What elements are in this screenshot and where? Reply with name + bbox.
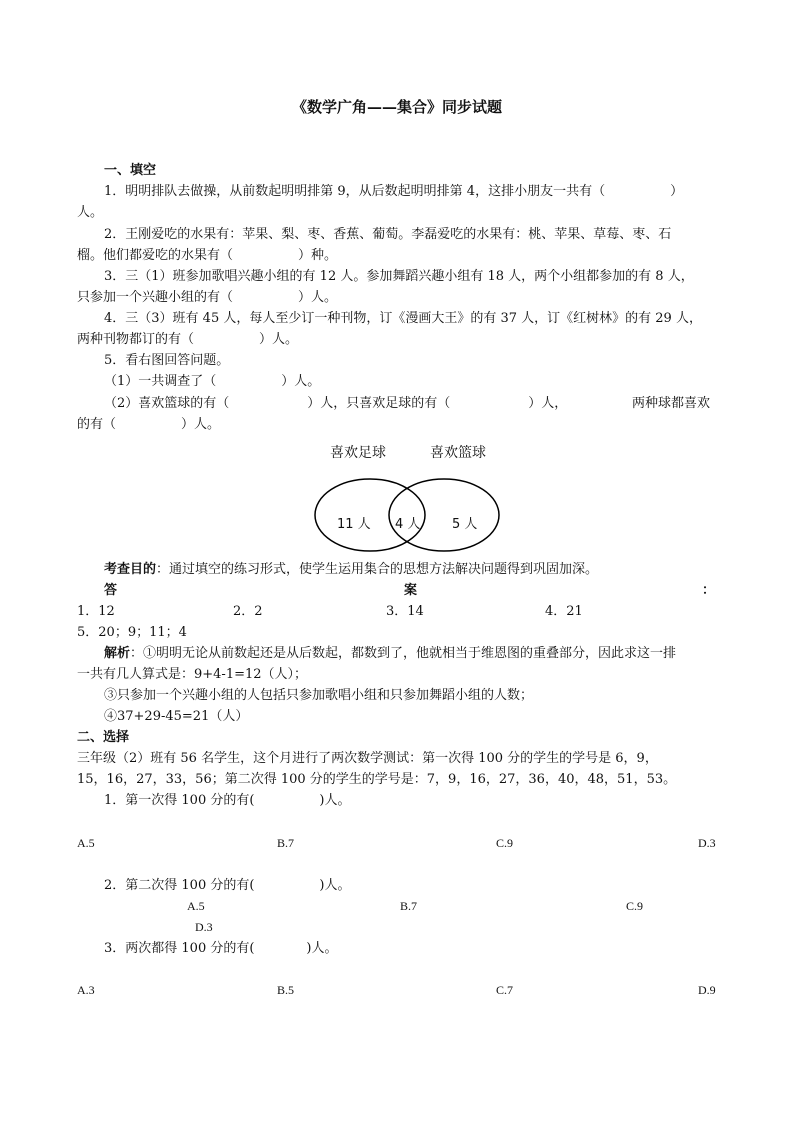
analysis-line1 — [104, 644, 676, 664]
q1-line1: 1．明明排队去做操，从前数起明明排第 9，从后数起明明排第 4，这排小朋友一共有（ ） — [104, 184, 684, 199]
venn-label-basketball: 喜欢篮球 — [430, 445, 486, 461]
s2-q2-option-b: B.7 — [400, 899, 418, 913]
s2-q1: 1．第一次得 100 分的有( )人。 — [104, 793, 351, 808]
section2-heading: 二、选择 — [77, 730, 130, 745]
s2-q2: 2．第二次得 100 分的有( )人。 — [104, 878, 351, 893]
s2-q1-option-c: C.9 — [496, 836, 514, 850]
s2-q3-option-a: A.3 — [77, 983, 95, 997]
q5-sub2b: 两种球都喜欢 — [632, 396, 711, 411]
s2-q3-option-d: D.9 — [698, 983, 716, 997]
answer-4: 4．21 — [545, 604, 583, 619]
q2-line1: 2．王刚爱吃的水果有：苹果、梨、枣、香蕉、葡萄。李磊爱吃的水果有：桃、苹果、草莓、枣、石 — [104, 227, 672, 242]
answer-1: 1．12 — [77, 604, 115, 619]
q4-line2: 两种刊物都订的有（ ）人。 — [77, 332, 299, 347]
answer-colon: ： — [702, 583, 716, 598]
page-title: 《数学广角——集合》同步试题 — [291, 98, 502, 116]
answer-3: 3．14 — [386, 604, 424, 619]
purpose-text: ：通过填空的练习形式，使学生运用集合的思想方法解决问题得到巩固加深。 — [156, 562, 599, 577]
venn-both: 4 人 — [395, 517, 421, 532]
answer-5: 5．20；9；11；4 — [77, 625, 187, 640]
q2-line2: 榴。他们都爱吃的水果有（ ）种。 — [77, 248, 338, 263]
analysis-line3: ③只参加一个兴趣小组的人包括只参加歌唱小组和只参加舞蹈小组的人数； — [104, 688, 534, 703]
s2-q1-option-a: A.5 — [77, 836, 95, 850]
s2-q2-option-d: D.3 — [195, 920, 213, 934]
answer-2: 2．2 — [233, 604, 263, 619]
q3-line2: 只参加一个兴趣小组的有（ ）人。 — [77, 290, 338, 305]
s2-q1-option-b: B.7 — [277, 836, 295, 850]
section2-intro1: 三年级（2）班有 56 名学生，这个月进行了两次数学测试：第一次得 100 分的学生的学号是 6，9， — [77, 751, 658, 766]
q5-line1: 5．看右图回答问题。 — [104, 353, 230, 368]
q3-line1: 3．三（1）班参加歌唱兴趣小组的有 12 人。参加舞蹈兴趣小组有 18 人，两个小组都参加的有 8 人， — [104, 269, 694, 284]
s2-q3-option-b: B.5 — [277, 983, 295, 997]
s2-q2-option-c: C.9 — [626, 899, 644, 913]
s2-q2-option-a: A.5 — [187, 899, 205, 913]
section1-heading: 一、填空 — [104, 163, 157, 178]
s2-q1-option-d: D.3 — [698, 836, 716, 850]
analysis-line2: 一共有几人算式是：9+4-1=12（人）； — [77, 667, 308, 682]
section2-intro2: 15，16，27，33，56；第二次得 100 分的学生的学号是：7，9，16，27，36，40，48，51，53。 — [77, 772, 677, 787]
s2-q3: 3．两次都得 100 分的有( )人。 — [104, 941, 338, 956]
answer-char1: 答 — [104, 583, 118, 598]
q4-line1: 4．三（3）班有 45 人，每人至少订一种刊物，订《漫画大王》的有 37 人，订《红树林》的有 29 人， — [104, 311, 702, 326]
q1-line2: 人。 — [77, 205, 104, 220]
q5-sub2a: （2）喜欢篮球的有（ ）人，只喜欢足球的有（ ）人， — [104, 396, 568, 411]
analysis-label: 解析 — [104, 646, 131, 661]
q5-sub2c: 的有（ ）人。 — [77, 417, 221, 432]
purpose-label: 考查目的 — [104, 562, 157, 577]
q5-sub1: （1）一共调查了（ ）人。 — [104, 374, 321, 389]
purpose-line — [104, 560, 598, 580]
analysis-text1: ：①明明无论从前数起还是从后数起，都数到了，他就相当于维恩图的重叠部分，因此求这一排 — [130, 646, 677, 661]
analysis-line4: ④37+29-45=21（人） — [104, 709, 249, 724]
s2-q3-option-c: C.7 — [496, 983, 514, 997]
answer-char2: 案 — [404, 583, 418, 598]
venn-label-football: 喜欢足球 — [330, 445, 386, 461]
venn-left-only: 11 人 — [337, 517, 371, 532]
venn-right-only: 5 人 — [452, 517, 478, 532]
